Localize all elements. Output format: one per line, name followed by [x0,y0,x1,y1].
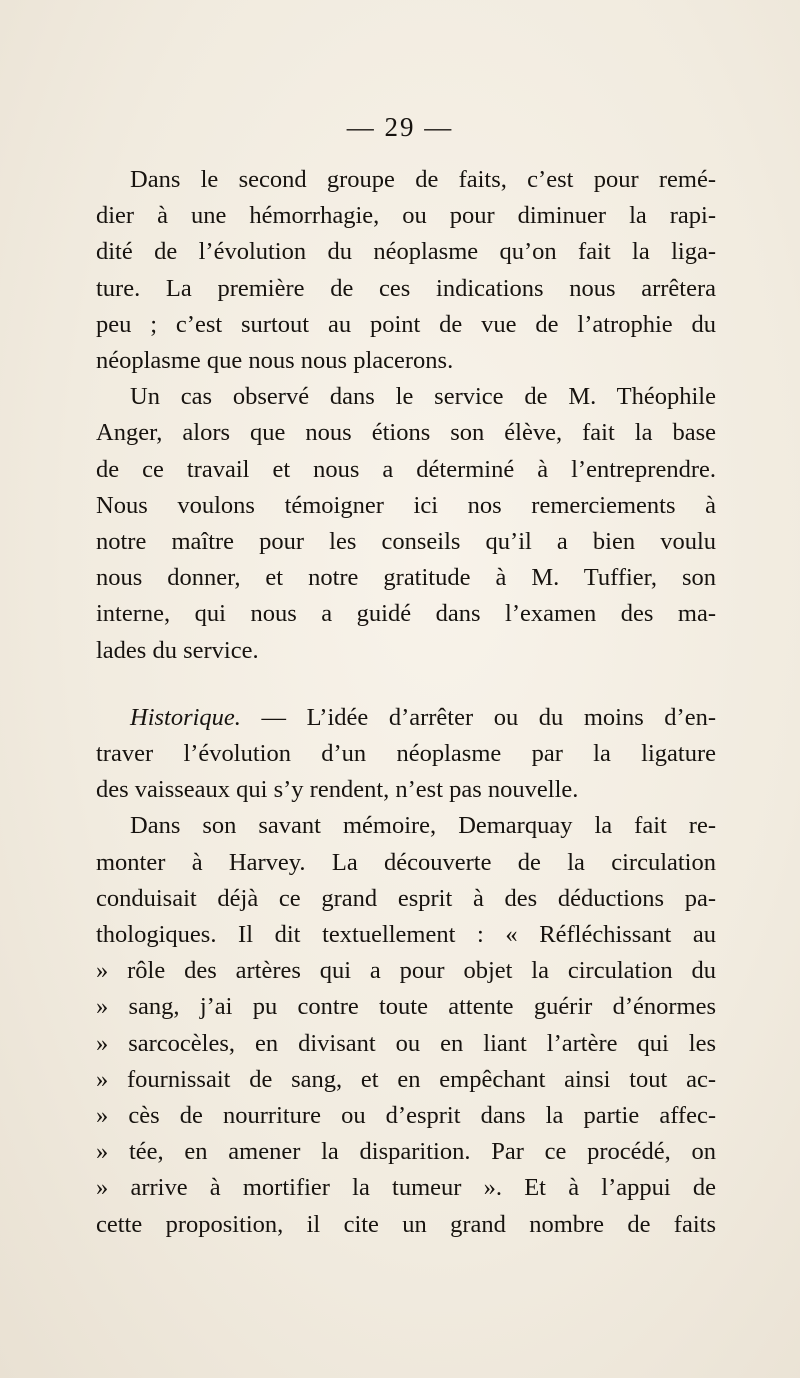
text-line: monter à Harvey. La découverte de la circulation [96,848,716,876]
text-line: Un cas observé dans le service de M. Théophile [130,383,716,411]
text-line: » sang, j’ai pu contre toute attente guérir d’énormes [96,993,716,1021]
text-line: ture. La première de ces indications nous arrêtera [96,274,716,302]
text-line: Dans son savant mémoire, Demarquay la fait re- [130,812,716,840]
section-heading-historique: Historique. [130,703,241,731]
text-line: de ce travail et nous a déterminé à l’entreprendre. [96,455,716,483]
text-line: interne, qui nous a guidé dans l’examen des ma- [96,600,716,628]
text-line: » tée, en amener la disparition. Par ce procédé, on [96,1138,716,1166]
body-text [96,162,716,1243]
text-line: Dans le second groupe de faits, c’est pour remé- [130,166,716,193]
text-line: cette proposition, il cite un grand nombre de faits [96,1210,716,1238]
text-line: Anger, alors que nous étions son élève, fait la base [96,419,716,447]
text-line: » sarcocèles, en divisant ou en liant l’artère qui les [96,1029,716,1057]
paragraph-case-observed [96,379,716,669]
text-line: Nous voulons témoigner ici nos remerciements à [96,491,716,519]
text-line: des vaisseaux qui s’y rendent, n’est pas nouvelle. [96,776,579,804]
paragraph-demarquay [96,808,716,1242]
text-line: » fournissait de sang, et en empêchant ainsi tout ac- [96,1065,716,1093]
text-line: dier à une hémorrhagie, ou pour diminuer la rapi- [96,202,716,230]
paragraph-historique [96,700,716,809]
paragraph-spacer [96,669,716,700]
text-line: thologiques. Il dit textuellement : « Réfléchissant au [96,921,716,949]
text-line: » arrive à mortifier la tumeur ». Et à l’appui de [96,1174,716,1202]
text-line: traver l’évolution d’un néoplasme par la ligature [96,740,716,768]
text-line: néoplasme que nous nous placerons. [96,347,454,375]
text-line: nous donner, et notre gratitude à M. Tuffier, son [96,564,716,592]
page-number: — 29 — [346,112,454,142]
text-line [96,700,716,736]
text-line: » rôle des artères qui a pour objet la circulation du [96,957,716,985]
text-line: peu ; c’est surtout au point de vue de l’atrophie du [96,310,716,338]
text-line: » cès de nourriture ou d’esprit dans la partie affec- [96,1102,716,1130]
text-line: dité de l’évolution du néoplasme qu’on fait la liga- [96,238,716,266]
paragraph-ligature-purpose [96,162,716,379]
text-line: notre maître pour les conseils qu’il a bien voulu [96,528,716,556]
text-line-rest: — L’idée d’arrêter ou du moins d’en- [240,703,716,731]
text-line: conduisait déjà ce grand esprit à des déductions pa- [96,884,716,912]
text-line: lades du service. [96,636,259,664]
